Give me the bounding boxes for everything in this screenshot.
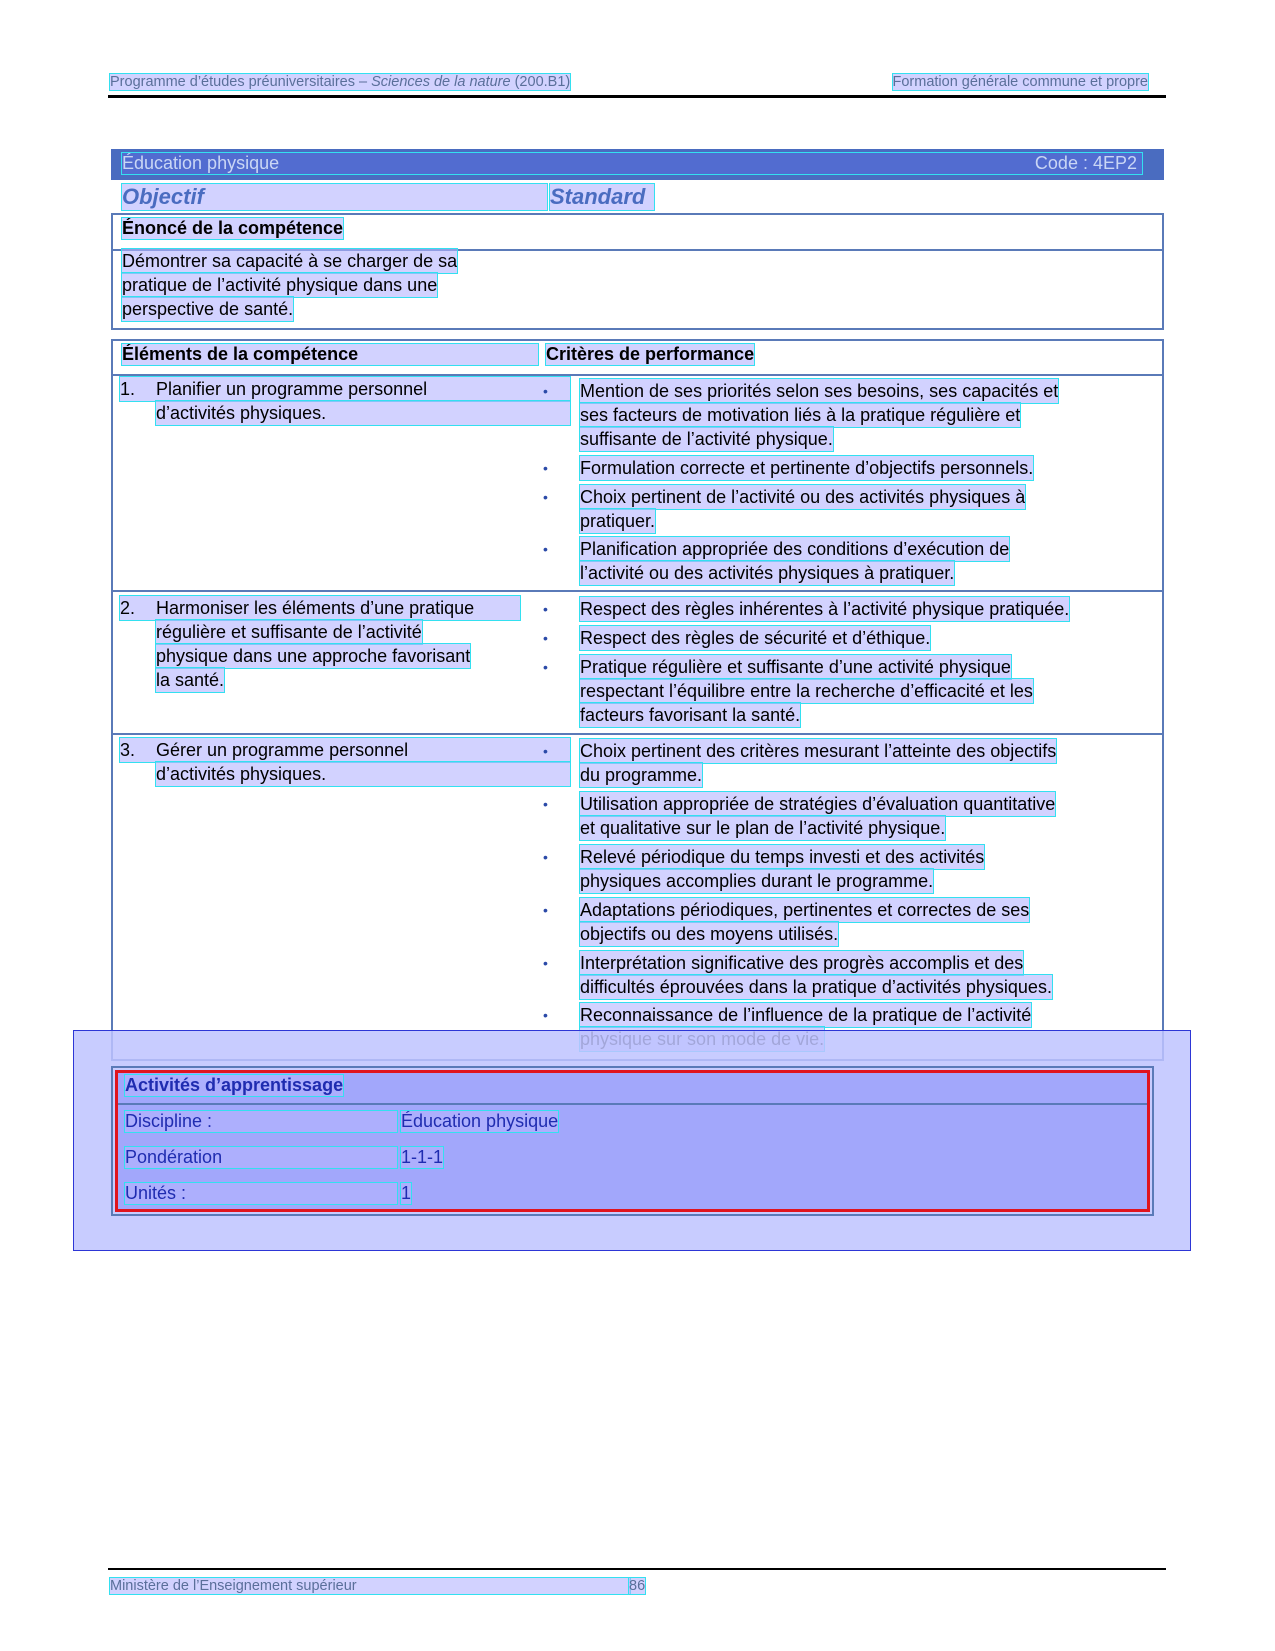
element-line: Planifier un programme personnel [156, 379, 428, 399]
criteria-heading: Critères de performance [546, 344, 755, 364]
header-left-suffix: (200.B1) [510, 74, 571, 90]
header-left-italic: Sciences de la nature [371, 74, 511, 90]
footer-rule [108, 1568, 1166, 1570]
activities-heading: Activités d’apprentissage [125, 1075, 344, 1095]
bullet-icon: • [543, 743, 548, 759]
discipline-value: Éducation physique [401, 1111, 559, 1131]
criterion-line: pratiquer. [580, 511, 656, 531]
element-3 [120, 738, 570, 762]
element-line: d’activités physiques. [156, 401, 570, 425]
page-number: 86 [629, 1578, 646, 1594]
element-line: régulière et suffisante de l’activité [156, 622, 422, 642]
criterion-line: Pratique régulière et suffisante d’une activité physique [580, 657, 1011, 677]
bullet-icon: • [543, 849, 548, 865]
enonce-line: perspective de santé. [122, 299, 294, 319]
activities-divider [118, 1103, 1147, 1105]
criterion-line: ses facteurs de motivation liés à la pratique régulière et [580, 405, 1021, 425]
enonce-line: Démontrer sa capacité à se charger de sa [122, 251, 458, 271]
running-header-right: Formation générale commune et propre [892, 74, 1148, 90]
bullet-icon: • [543, 601, 548, 617]
criterion-line: difficultés éprouvées dans la pratique d’activités physiques. [580, 977, 1052, 997]
bullet-icon: • [543, 796, 548, 812]
running-header-left [110, 74, 570, 90]
bullet-icon: • [543, 630, 548, 646]
criterion-line: respectant l’équilibre entre la recherche d’efficacité et les [580, 681, 1033, 701]
ponderation-label: Pondération [125, 1147, 397, 1168]
element-1 [120, 377, 570, 401]
criterion-line: physiques accomplies durant le programme. [580, 871, 934, 891]
criterion-line: Relevé périodique du temps investi et des activités [580, 847, 985, 867]
course-code: Code : 4EP2 [1034, 153, 1137, 173]
element-number: 3. [120, 740, 136, 760]
criterion-line: Planification appropriée des conditions d’exécution de [580, 539, 1010, 559]
group-divider [113, 733, 1162, 735]
criterion-line: Respect des règles inhérentes à l’activité physique pratiquée. [580, 599, 1070, 619]
criterion-line: facteurs favorisant la santé. [580, 705, 801, 725]
element-number: 1. [120, 379, 136, 399]
course-title: Éducation physique [122, 153, 1142, 174]
standard-label: Standard [550, 184, 654, 210]
element-line: d’activités physiques. [156, 762, 570, 786]
criterion-line: Adaptations périodiques, pertinentes et correctes de ses [580, 900, 1030, 920]
header-rule [108, 95, 1166, 98]
unites-value: 1 [401, 1183, 412, 1203]
element-line: la santé. [156, 670, 225, 690]
criterion-line: Choix pertinent de l’activité ou des activités physiques à [580, 487, 1026, 507]
criterion-line: Reconnaissance de l’influence de la pratique de l’activité [580, 1005, 1032, 1025]
objectif-label: Objectif [122, 184, 547, 210]
unites-label: Unités : [125, 1183, 397, 1204]
elements-heading: Éléments de la compétence [122, 344, 538, 365]
criterion-line: Interprétation significative des progrès accomplis et des [580, 953, 1024, 973]
criterion-line: l’activité ou des activités physiques à pratiquer. [580, 563, 955, 583]
criterion-line: Choix pertinent des critères mesurant l’atteinte des objectifs [580, 741, 1057, 761]
bullet-icon: • [543, 383, 548, 399]
bullet-icon: • [543, 489, 548, 505]
criterion-line: suffisante de l’activité physique. [580, 429, 833, 449]
element-line: Harmoniser les éléments d’une pratique [156, 598, 475, 618]
bullet-icon: • [543, 955, 548, 971]
bullet-icon: • [543, 659, 548, 675]
bullet-icon: • [543, 460, 548, 476]
criterion-line: du programme. [580, 765, 703, 785]
discipline-label: Discipline : [125, 1111, 397, 1132]
criterion-line: objectifs ou des moyens utilisés. [580, 924, 839, 944]
element-line: Gérer un programme personnel [156, 740, 409, 760]
criterion-line: Mention de ses priorités selon ses besoins, ses capacités et [580, 381, 1059, 401]
footer-ministry: Ministère de l’Enseignement supérieur [110, 1578, 630, 1594]
criterion-line: Utilisation appropriée de stratégies d’évaluation quantitative [580, 794, 1056, 814]
ponderation-value: 1-1-1 [401, 1147, 444, 1167]
criterion-line: Formulation correcte et pertinente d’objectifs personnels. [580, 458, 1034, 478]
bullet-icon: • [543, 902, 548, 918]
enonce-line: pratique de l’activité physique dans une [122, 275, 438, 295]
group-divider [113, 590, 1162, 592]
bullet-icon: • [543, 541, 548, 557]
element-number: 2. [120, 598, 136, 618]
enonce-heading: Énoncé de la compétence [122, 218, 344, 238]
element-line: physique dans une approche favorisant [156, 646, 471, 666]
elements-header-divider [113, 374, 1162, 376]
criterion-line: Respect des règles de sécurité et d’éthique. [580, 628, 931, 648]
element-2 [120, 596, 520, 620]
bullet-icon: • [543, 1007, 548, 1023]
header-left-prefix: Programme d’études préuniversitaires – [110, 74, 372, 90]
criterion-line: et qualitative sur le plan de l’activité physique. [580, 818, 946, 838]
